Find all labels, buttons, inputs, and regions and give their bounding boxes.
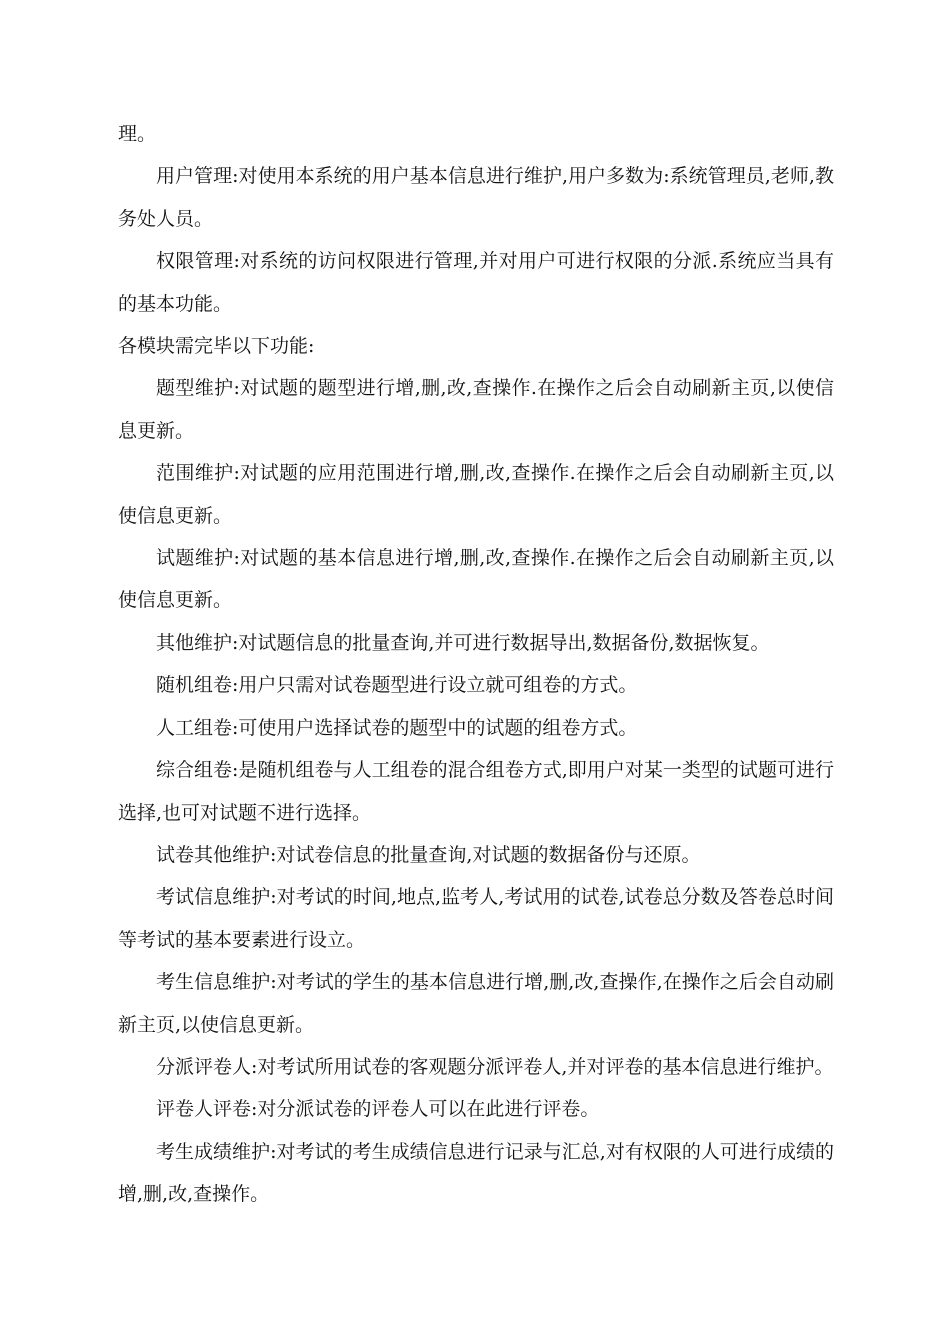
paragraph-score-maintenance: 考生成绩维护:对考试的考生成绩信息进行记录与汇总,对有权限的人可进行成绩的增,删,改,查操作。 [118,1140,834,1206]
paragraph-combined-assembly: 综合组卷:是随机组卷与人工组卷的混合组卷方式,即用户对某一类型的试题可进行选择,也可对试题不进行选择。 [118,759,834,824]
document-page [118,113,834,1216]
paragraph-other-maintenance: 其他维护:对试题信息的批量查询,并可进行数据导出,数据备份,数据恢复。 [156,631,770,654]
paragraph-scope-maintenance: 范围维护:对试题的应用范围进行增,删,改,查操作.在操作之后会自动刷新主页,以使信息更新。 [118,462,834,527]
paragraph-permission-management: 权限管理:对系统的访问权限进行管理,并对用户可进行权限的分派.系统应当具有的基本功能。 [118,250,834,315]
paragraph-examinee-info-maintenance: 考生信息维护:对考试的学生的基本信息进行增,删,改,查操作,在操作之后会自动刷新主页,以使信息更新。 [118,971,834,1036]
paragraph-question-maintenance: 试题维护:对试题的基本信息进行增,删,改,查操作.在操作之后会自动刷新主页,以使信息更新。 [118,547,834,612]
paragraph-module-intro: 各模块需完毕以下功能: [118,335,315,358]
paragraph-user-management: 用户管理:对使用本系统的用户基本信息进行维护,用户多数为:系统管理员,老师,教务处人员。 [118,165,834,230]
paragraph-question-type-maintenance: 题型维护:对试题的题型进行增,删,改,查操作.在操作之后会自动刷新主页,以使信息更新。 [118,377,834,442]
paragraph-exam-info-maintenance: 考试信息维护:对考试的时间,地点,监考人,考试用的试卷,试卷总分数及答卷总时间等考试的基本要素进行设立。 [118,886,834,951]
paragraph-grader-grading: 评卷人评卷:对分派试卷的评卷人可以在此进行评卷。 [156,1098,600,1121]
paragraph-assign-grader: 分派评卷人:对考试所用试卷的客观题分派评卷人,并对评卷的基本信息进行维护。 [156,1055,834,1078]
paragraph-manual-assembly: 人工组卷:可使用户选择试卷的题型中的试题的组卷方式。 [156,716,638,739]
paragraph-continuation: 理。 [118,123,157,145]
paragraph-paper-other-maintenance: 试卷其他维护:对试卷信息的批量查询,对试题的数据备份与还原。 [156,843,701,866]
paragraph-random-assembly: 随机组卷:用户只需对试卷题型进行设立就可组卷的方式。 [156,674,638,697]
